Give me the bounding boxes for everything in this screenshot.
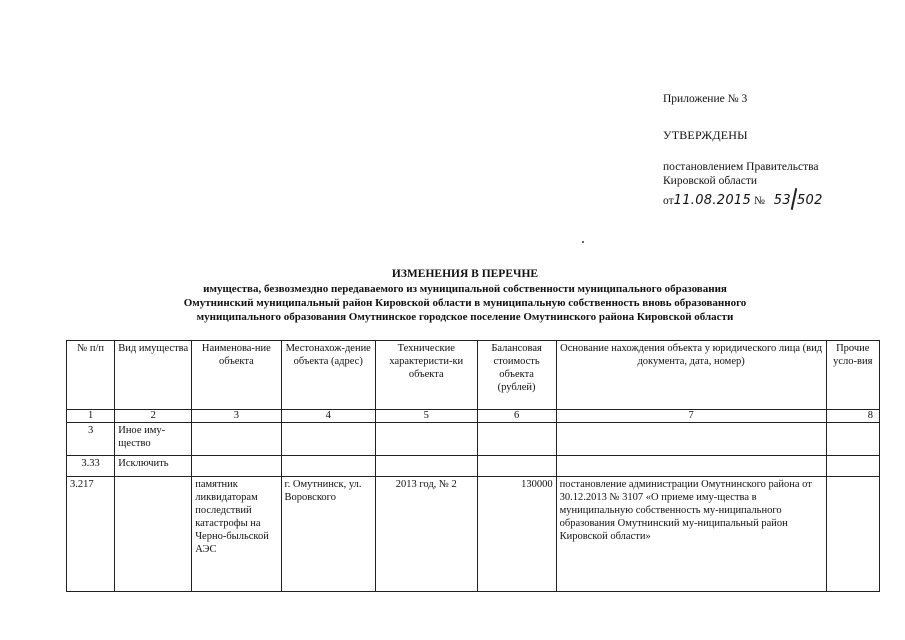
header-name: Наименова-ние объекта	[192, 341, 281, 410]
header-other: Прочие усло-вия	[826, 341, 879, 410]
heading-line-1: имущества, безвозмездно передаваемого из муниципальной собственности муниципального образования	[203, 283, 727, 295]
row-name: памятник ликвидаторам последствий катастрофы на Черно-быльской АЭС	[192, 477, 281, 592]
row-kind	[115, 477, 192, 592]
header-number: № п/п	[67, 341, 115, 410]
row-tech	[375, 456, 477, 477]
row-name	[192, 456, 281, 477]
row-basis: постановление администрации Омутнинского района от 30.12.2013 № 3107 «О приеме иму-щества в муниципальную собственность му-ниципального образования Омутнинский му-ниципальный район Кировской области»	[556, 477, 826, 592]
row-kind: Иное иму-щество	[115, 423, 192, 456]
row-tech	[375, 423, 477, 456]
number-sign: №	[753, 195, 765, 207]
column-number: 7	[556, 410, 826, 423]
row-basis	[556, 456, 826, 477]
table-row	[67, 456, 880, 477]
header-location: Местонахож-дение объекта (адрес)	[281, 341, 375, 410]
header-value: Балансовая стоимость объекта (рублей)	[477, 341, 556, 410]
appendix-label: Приложение № 3	[663, 93, 748, 105]
column-number: 6	[477, 410, 556, 423]
row-location	[281, 456, 375, 477]
column-number: 4	[281, 410, 375, 423]
column-number: 5	[375, 410, 477, 423]
row-kind: Исключить	[115, 456, 192, 477]
heading-line-2: Омутнинский муниципальный район Кировской области в муниципальную собственность вновь образованного	[183, 297, 747, 309]
row-value	[477, 456, 556, 477]
row-value	[477, 423, 556, 456]
table-header-row	[67, 341, 880, 410]
row-value: 130000	[477, 477, 556, 592]
from-prefix: от	[663, 195, 674, 207]
document-title: ИЗМЕНЕНИЯ В ПЕРЕЧНЕ	[391, 268, 539, 280]
table-row	[67, 423, 880, 456]
approved-label: УТВЕРЖДЕНЫ	[663, 128, 748, 142]
row-other	[826, 423, 879, 456]
row-location	[281, 423, 375, 456]
table-row	[67, 477, 880, 592]
row-name	[192, 423, 281, 456]
decree-date-number	[663, 188, 893, 206]
handwritten-number-a: 53	[773, 193, 791, 208]
header-kind: Вид имущества	[115, 341, 192, 410]
row-number: 3.33	[67, 456, 115, 477]
column-number: 2	[115, 410, 192, 423]
row-other	[826, 456, 879, 477]
row-number: 3	[67, 423, 115, 456]
appendix-block	[663, 92, 893, 206]
row-number: 3.217	[67, 477, 115, 592]
handwritten-number-b: 502	[796, 193, 823, 208]
column-number: 3	[192, 410, 281, 423]
header-tech: Технические характеристи-ки объекта	[375, 341, 477, 410]
handwritten-date: 11.08.2015	[673, 193, 752, 208]
column-number-row	[67, 410, 880, 423]
row-location: г. Омутнинск, ул. Воровского	[281, 477, 375, 592]
decree-line-1: постановлением Правительства	[663, 161, 819, 173]
scan-speck	[582, 241, 584, 243]
heading-line-3: муниципального образования Омутнинское городское поселение Омутнинского района Кировской области	[196, 311, 734, 323]
property-table	[66, 340, 880, 592]
document-heading	[120, 267, 810, 324]
row-basis	[556, 423, 826, 456]
row-other	[826, 477, 879, 592]
header-basis: Основание нахождения объекта у юридического лица (вид документа, дата, номер)	[556, 341, 826, 410]
column-number: 1	[67, 410, 115, 423]
decree-line-2: Кировской области	[663, 175, 758, 187]
column-number: 8	[826, 410, 879, 423]
row-tech: 2013 год, № 2	[375, 477, 477, 592]
